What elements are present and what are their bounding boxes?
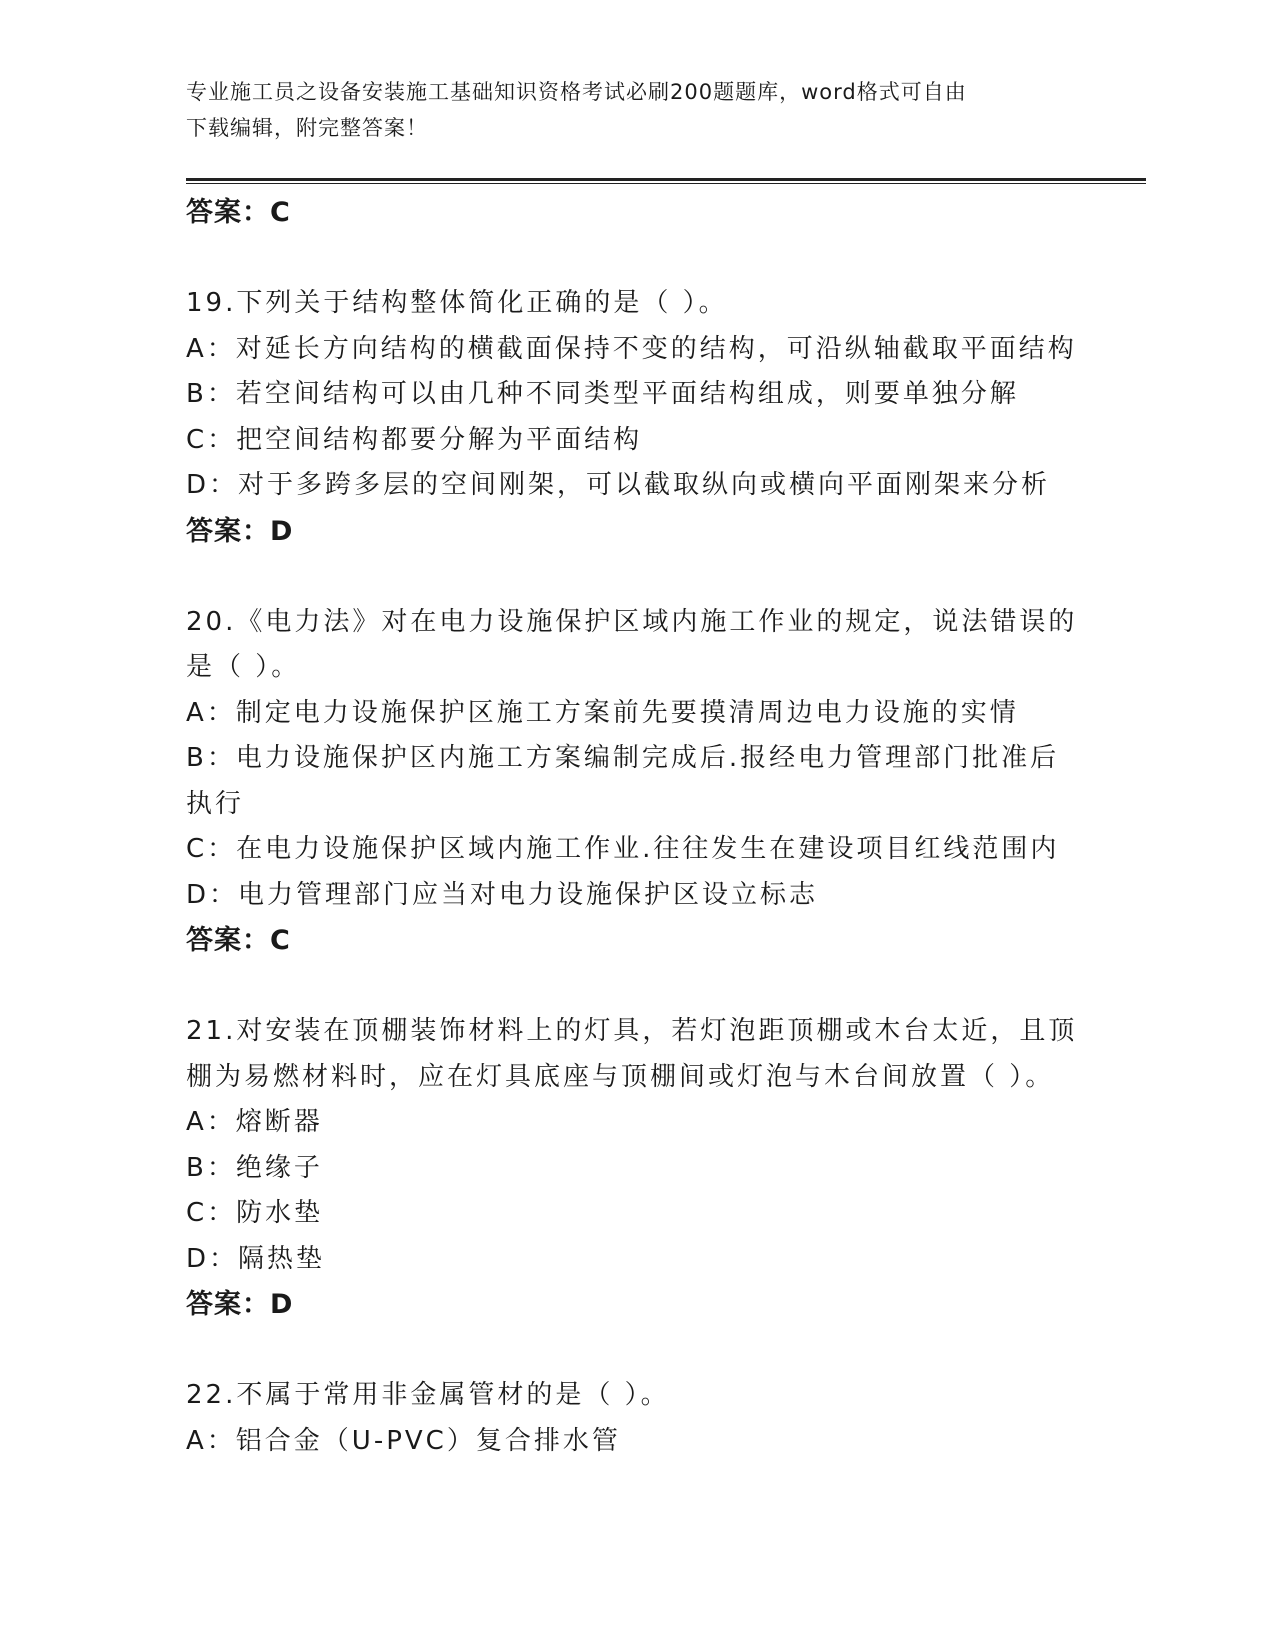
option-d: D：电力管理部门应当对电力设施保护区设立标志: [186, 879, 819, 910]
question-21: [186, 1009, 1078, 1328]
document-content: [186, 190, 1078, 1464]
question-19: [186, 281, 1077, 554]
spacer: [186, 554, 1066, 600]
option-a: A：对延长方向结构的横截面保持不变的结构，可沿纵轴截取平面结构: [186, 333, 1077, 364]
question-stem-cont: 棚为易燃材料时，应在灯具底座与顶棚间或灯泡与木台间放置（ ）。: [186, 1061, 1055, 1092]
question-20: [186, 600, 1078, 964]
question-stem: 21.对安装在顶棚装饰材料上的灯具，若灯泡距顶棚或木台太近，且顶: [186, 1016, 1078, 1046]
document-header: [186, 74, 1066, 146]
option-b: B：绝缘子: [186, 1152, 323, 1183]
option-a: A：铝合金（U-PVC）复合排水管: [186, 1425, 621, 1456]
question-stem: 19.下列关于结构整体简化正确的是（ ）。: [186, 288, 728, 318]
option-a: A：制定电力设施保护区施工方案前先要摸清周边电力设施的实情: [186, 697, 1019, 728]
option-b: B：电力设施保护区内施工方案编制完成后.报经电力管理部门批准后: [186, 743, 1060, 773]
question-stem: 22.不属于常用非金属管材的是（ ）。: [186, 1380, 670, 1410]
question-22: [186, 1373, 1066, 1464]
spacer: [186, 236, 1066, 282]
answer: 答案：D: [186, 515, 294, 547]
question-stem-cont: 是（ ）。: [186, 652, 301, 682]
answer: 答案：C: [186, 925, 291, 956]
option-c: C：在电力设施保护区域内施工作业.往往发生在建设项目红线范围内: [186, 834, 1060, 864]
spacer: [186, 1328, 1066, 1374]
question-stem: 20.《电力法》对在电力设施保护区域内施工作业的规定，说法错误的: [186, 606, 1078, 637]
header-line-1: 专业施工员之设备安装施工基础知识资格考试必刷200题题库，word格式可自由: [186, 80, 967, 104]
option-a: A：熔断器: [186, 1107, 323, 1137]
option-c: C：把空间结构都要分解为平面结构: [186, 424, 643, 455]
option-c: C：防水垫: [186, 1198, 324, 1228]
option-d: D：隔热垫: [186, 1243, 326, 1274]
header-rule-thick: [186, 178, 1146, 181]
spacer: [186, 964, 1066, 1010]
header-rule-thin: [186, 183, 1146, 184]
option-d: D：对于多跨多层的空间刚架，可以截取纵向或横向平面刚架来分析: [186, 470, 1051, 500]
option-b-cont: 执行: [186, 788, 245, 819]
answer: 答案：D: [186, 1289, 294, 1320]
option-b: B：若空间结构可以由几种不同类型平面结构组成，则要单独分解: [186, 379, 1019, 409]
previous-answer: 答案：C: [186, 197, 291, 228]
header-line-2: 下载编辑，附完整答案！: [186, 116, 428, 140]
